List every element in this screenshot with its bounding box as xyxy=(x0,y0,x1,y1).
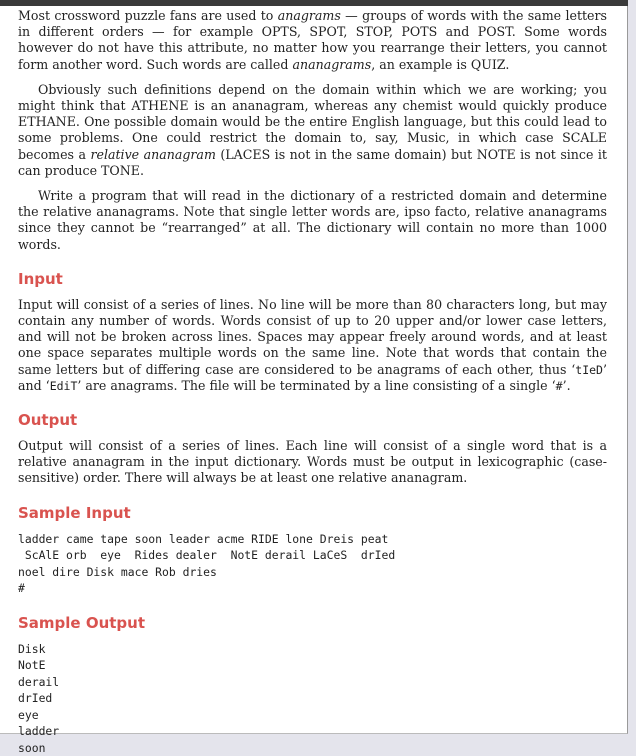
input-heading: Input xyxy=(18,269,63,288)
sample-input-block: ladder came tape soon leader acme RIDE lone Dreis peat ScAlE orb eye Rides dealer NotE derail LaCeS drIed noel dire Disk mace Rob dries # xyxy=(18,531,396,596)
sample-output-block: Disk NotE derail drIed eye ladder soon xyxy=(18,641,60,755)
intro-p1-text-b: — groups of words with the same letters in different orders — for example OPTS, SPOT, STOP, POTS and POST. Some words however do not have this attribute, no matter how you rearrange their letters, you cannot form another word. Such words are called xyxy=(18,8,607,72)
intro-p2-text-a: Obviously such definitions depend on the domain within which we are working; you might think that ATHENE is an ananagram, whereas any chemist would quickly produce ETHANE. One possible domain would be the entire English language, but this could lead to some problems. One could restrict the domain to, say, Music, in which case SCALE becomes a xyxy=(18,81,607,162)
code-hash: # xyxy=(555,378,563,393)
sample-input-heading: Sample Input xyxy=(18,503,131,522)
code-tied: tIeD xyxy=(575,362,603,377)
intro-p2-text-b: (LACES is not in the same domain) but NOTE is not since it can produce TONE. xyxy=(18,146,607,178)
sample-output-heading: Sample Output xyxy=(18,613,146,632)
output-description: Output will consist of a series of lines. Each line will consist of a single word that is a relative ananagram in the input dictionary. Words must be output in lexicographic (case-sensitive) order. There will always be at least one relative ananagram. xyxy=(18,438,607,486)
top-border xyxy=(0,0,628,6)
input-description xyxy=(18,297,607,394)
term-anagrams: anagrams xyxy=(277,8,341,23)
intro-paragraph-3: Write a program that will read in the dictionary of a restricted domain and determine the relative ananagrams. Note that single letter words are, ipso facto, relative ananagrams since they cannot be “rearranged” at all. The dictionary will contain no more than 1000 words. xyxy=(18,188,607,252)
output-heading: Output xyxy=(18,411,78,430)
code-edit: EdiT xyxy=(49,378,78,393)
intro-paragraph-2 xyxy=(18,82,607,179)
input-text-d: ’. xyxy=(562,377,571,393)
input-text-a: Input will consist of a series of lines. No line will be more than 80 characters long, but may contain any number of words. Words consist of up to 20 upper and/or lower case letters, and will not be broken across lines. Spaces may appear freely around words, and at least one space separates multiple words on the same line. Note that words that contain the same letters but of differing case are considered to be anagrams of each other, thus ‘ xyxy=(18,296,607,377)
intro-p1-text-c: , an example is QUIZ. xyxy=(371,56,510,72)
input-text-c: ’ are anagrams. The file will be terminated by a line consisting of a single ‘ xyxy=(77,377,556,393)
intro-paragraph-1 xyxy=(18,8,607,73)
intro-p1-text-a: Most crossword puzzle fans are used to xyxy=(18,8,278,23)
input-text-b: ’ and ‘ xyxy=(18,361,607,393)
term-ananagrams: ananagrams xyxy=(292,56,372,72)
term-relative-ananagram: relative ananagram xyxy=(90,146,216,162)
